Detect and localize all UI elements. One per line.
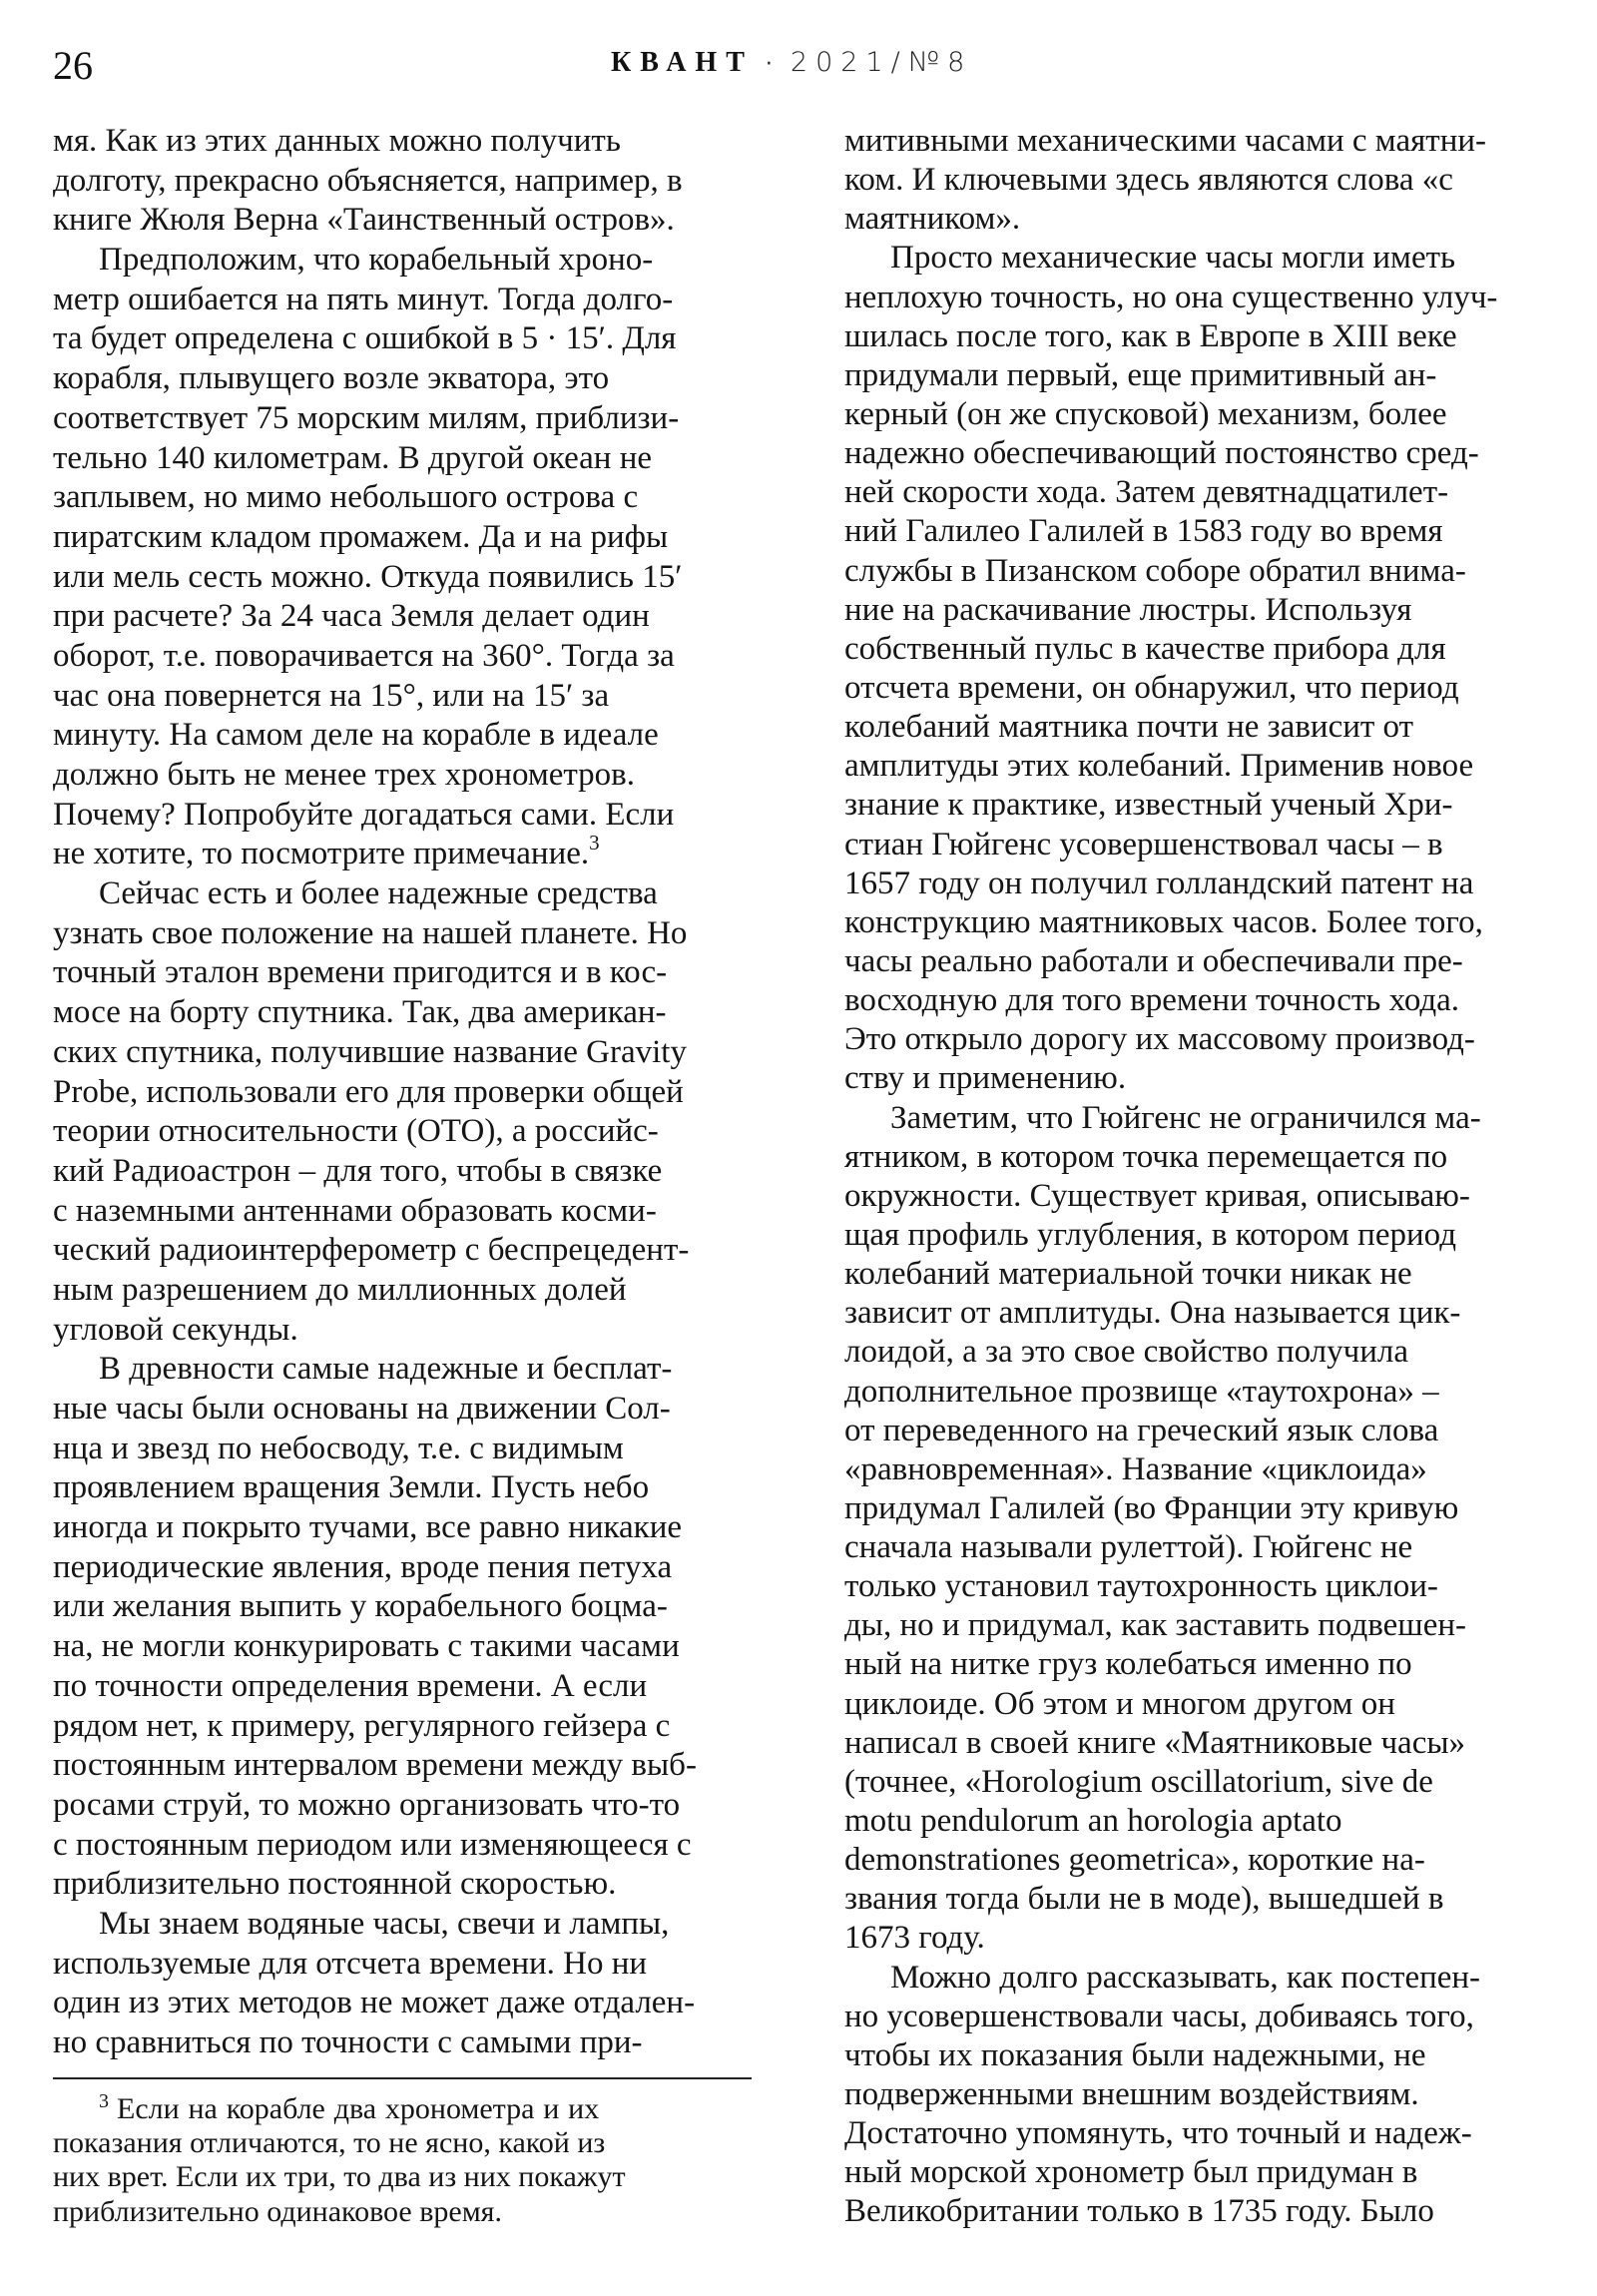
line-text: надежно обеспечивающий постоянство сред- (844, 435, 1479, 472)
text-line (53, 2160, 752, 2194)
line-text: Почему? Попробуйте догадаться сами. Если (53, 796, 675, 833)
text-line (53, 1152, 752, 1192)
line-text: Достаточно упомянуть, что точный и надеж- (844, 2115, 1472, 2152)
text-line (53, 756, 752, 796)
text-line (844, 630, 1542, 669)
text-line (844, 317, 1542, 356)
line-text: конструкцию маятниковых часов. Более того, (844, 903, 1483, 940)
line-text: показания отличаются, то не ясно, какой из (53, 2126, 606, 2160)
line-text: Probe, использовали его для проверки общей (53, 1073, 684, 1110)
text-line (53, 1627, 752, 1667)
line-text: ческий радиоинтерферометр с беспрецедент- (53, 1232, 690, 1269)
text-line (53, 953, 752, 993)
text-line (53, 518, 752, 558)
text-line (844, 1645, 1542, 1684)
line-text: Великобритании только в 1735 году. Было (844, 2193, 1434, 2230)
line-text: знание к практике, известный ученый Хри- (844, 787, 1453, 824)
text-line (844, 1528, 1542, 1567)
text-line (844, 1059, 1542, 1098)
line-text: придумали первый, еще примитивный ан- (844, 356, 1437, 393)
line-text: на, не могли конкурировать с такими часами (53, 1628, 680, 1665)
text-line (53, 2195, 752, 2229)
line-text: (точнее, «Horologium oscillatorium, sive de (844, 1763, 1433, 1800)
text-line (53, 1033, 752, 1073)
line-text: кий Радиоастрон – для того, чтобы в связке (53, 1152, 663, 1189)
line-text: должно быть не менее трех хронометров. (53, 757, 636, 793)
text-line (844, 1763, 1542, 1802)
text-line (844, 1450, 1542, 1489)
text-line (53, 1112, 752, 1152)
line-text: маятником». (844, 201, 1021, 238)
text-line (53, 359, 752, 399)
text-line (844, 1373, 1542, 1412)
line-text: теории относительности (ОТО), а российс- (53, 1113, 659, 1150)
line-text: метр ошибается на пять минут. Тогда долго- (53, 281, 674, 317)
text-line (53, 716, 752, 756)
text-line (844, 1880, 1542, 1919)
text-line (844, 1919, 1542, 1958)
text-line (53, 1192, 752, 1232)
line-text: колебаний материальной точки никак не (844, 1256, 1412, 1293)
line-text: Мы знаем водяные часы, свечи и лампы, (99, 1905, 670, 1942)
text-line (53, 677, 752, 717)
line-text: ный на нитке груз колебаться именно по (844, 1646, 1412, 1683)
text-line (844, 356, 1542, 395)
text-line (844, 1177, 1542, 1216)
text-line (844, 2192, 1542, 2231)
text-line (844, 1255, 1542, 1294)
line-text: соответствует 75 морским милям, приблизи- (53, 399, 680, 436)
line-text: службы в Пизанском соборе обратил внима- (844, 552, 1466, 589)
line-text: или желания выпить у корабельного боцма- (53, 1588, 668, 1625)
text-line (844, 1138, 1542, 1177)
line-text: от переведенного на греческий язык слова (844, 1412, 1439, 1448)
line-text: только установил таутохронность циклои- (844, 1568, 1438, 1605)
text-line (844, 1020, 1542, 1059)
line-text: пиратским кладом промажем. Да и на рифы (53, 518, 669, 555)
text-line (53, 597, 752, 637)
line-text: чтобы их показания были надежными, не (844, 2036, 1426, 2073)
text-line (53, 1667, 752, 1707)
text-line (844, 473, 1542, 512)
text-line (844, 1489, 1542, 1528)
line-text: Сейчас есть и более надежные средства (99, 875, 658, 912)
text-line (844, 708, 1542, 747)
line-text: мя. Как из этих данных можно получить (53, 123, 621, 159)
line-text: дополнительное прозвище «таутохрона» – (844, 1373, 1439, 1410)
line-text: проявлением вращения Земли. Пусть небо (53, 1469, 650, 1506)
text-line (844, 786, 1542, 825)
line-text: рядом нет, к примеру, регулярного гейзера с (53, 1707, 671, 1744)
running-head (611, 47, 972, 79)
text-line (844, 1685, 1542, 1724)
footnote-reference[interactable]: 3 (589, 835, 600, 856)
line-text: приблизительно одинаковое время. (53, 2194, 502, 2228)
text-line (53, 1945, 752, 1985)
text-line (844, 512, 1542, 551)
text-line (53, 1468, 752, 1508)
text-line (53, 1073, 752, 1113)
text-line (844, 2075, 1542, 2114)
line-text: амплитуды этих колебаний. Применив новое (844, 748, 1474, 785)
line-text: ды, но и придумал, как заставить подвешен- (844, 1607, 1466, 1644)
line-text: точный эталон времени пригодится и в кос- (53, 954, 668, 991)
text-line (53, 2126, 752, 2160)
text-line (844, 1959, 1542, 1998)
line-text: Просто механические часы могли иметь (890, 240, 1456, 277)
text-line (844, 747, 1542, 786)
line-text: с наземными антеннами образовать косми- (53, 1192, 657, 1229)
text-line (844, 981, 1542, 1020)
text-line (53, 281, 752, 320)
line-text: ный морской хронометр был придуман в (844, 2154, 1418, 2191)
text-line (53, 993, 752, 1033)
line-text: Это открыло дорогу их массовому производ- (844, 1021, 1475, 1058)
text-line (53, 796, 752, 836)
text-line (53, 1826, 752, 1866)
line-text: motu pendulorum an horologia aptato (844, 1803, 1342, 1840)
line-text: придумал Галилей (во Франции эту кривую (844, 1489, 1459, 1526)
line-text: 1657 году он получил голландский патент на (844, 864, 1474, 901)
line-text: Можно долго рассказывать, как постепен- (890, 1959, 1481, 1996)
text-line (844, 1841, 1542, 1880)
line-text: ятником, в котором точка перемещается по (844, 1138, 1448, 1175)
line-text: используемые для отсчета времени. Но ни (53, 1945, 648, 1982)
text-line (53, 319, 752, 359)
line-text: мосе на борту спутника. Так, два американ- (53, 994, 667, 1031)
text-line (53, 914, 752, 954)
line-text: ные часы были основаны на движении Сол- (53, 1391, 671, 1427)
line-text: узнать свое положение на нашей планете. Но (53, 914, 688, 951)
text-line (844, 1333, 1542, 1372)
line-text: лоидой, а за это свое свойство получила (844, 1334, 1409, 1371)
text-line (53, 1707, 752, 1747)
text-line (53, 122, 752, 162)
issue-number: 2021/№8 (790, 47, 973, 78)
text-line (844, 1606, 1542, 1645)
text-line (844, 864, 1542, 903)
line-text: или мель сесть можно. Откуда появились 15′ (53, 558, 683, 595)
line-text: зависит от амплитуды. Она называется цик- (844, 1295, 1461, 1332)
text-line (53, 874, 752, 914)
line-text: шилась после того, как в Европе в XIII веке (844, 317, 1457, 354)
page-header (0, 0, 1597, 100)
line-text: них врет. Если их три, то два из них покажут (53, 2160, 626, 2194)
line-text: книге Жюля Верна «Таинственный остров». (53, 202, 675, 239)
line-text: восходную для того времени точность хода. (844, 982, 1460, 1019)
line-text: написал в своей книге «Маятниковые часы» (844, 1724, 1466, 1761)
line-text: циклоиде. Об этом и многом другом он (844, 1685, 1395, 1722)
line-text: постоянным интервалом времени между выб- (53, 1747, 697, 1784)
text-line (844, 434, 1542, 473)
text-line (53, 637, 752, 677)
text-line (53, 1587, 752, 1627)
line-text: ние на раскачивание люстры. Используя (844, 591, 1412, 628)
footnote-divider (53, 2077, 752, 2079)
line-text: митивными механическими часами с маятни- (844, 123, 1487, 159)
text-line (53, 1271, 752, 1311)
text-line (844, 903, 1542, 942)
text-line (53, 1548, 752, 1588)
line-text: «равновременная». Название «циклоида» (844, 1450, 1427, 1487)
line-text: В древности самые надежные и бесплат- (99, 1351, 673, 1388)
line-text: корабля, плывущего возле экватора, это (53, 360, 610, 397)
line-text: с постоянным периодом или изменяющееся с (53, 1826, 692, 1863)
text-line (844, 122, 1542, 161)
line-text: керный (он же спусковой) механизм, более (844, 395, 1447, 432)
line-text: колебаний маятника почти не зависит от (844, 709, 1414, 746)
line-text: долготу, прекрасно объясняется, например, в (53, 162, 683, 199)
line-text: приблизительно постоянной скоростью. (53, 1866, 617, 1903)
line-text: угловой секунды. (53, 1311, 298, 1348)
text-line (53, 1905, 752, 1945)
line-text: ком. И ключевыми здесь являются слова «с (844, 162, 1453, 199)
text-line (844, 2153, 1542, 2192)
line-text: щая профиль углубления, в котором период (844, 1216, 1456, 1253)
text-line (53, 1231, 752, 1271)
line-text: часы реально работали и обеспечивали пре- (844, 942, 1463, 979)
line-text: но усовершенствовали часы, добиваясь того, (844, 1998, 1474, 2034)
line-text: иногда и покрыто тучами, все равно никакие (53, 1509, 682, 1546)
line-text: собственный пульс в качестве прибора для (844, 630, 1446, 667)
text-line (844, 161, 1542, 200)
text-line (844, 1216, 1542, 1255)
line-text: ней скорости хода. Затем девятнадцатилет- (844, 474, 1449, 511)
header-separator: · (765, 52, 773, 77)
text-line (53, 439, 752, 479)
text-line (844, 1567, 1542, 1606)
text-line (53, 1350, 752, 1390)
line-text: ских спутника, получившие название Gravity (53, 1033, 687, 1070)
text-line (53, 1508, 752, 1548)
text-line (53, 478, 752, 518)
line-text: оборот, т.е. поворачивается на 360°. Тогда за (53, 637, 675, 674)
footnote (53, 2092, 752, 2229)
line-text: периодические явления, вроде пения петуха (53, 1548, 673, 1585)
text-line (844, 2036, 1542, 2075)
text-line (53, 1311, 752, 1351)
text-line (53, 1984, 752, 2023)
text-line (53, 201, 752, 241)
text-line (844, 1998, 1542, 2036)
line-text: час она повернется на 15°, или на 15′ за (53, 677, 610, 714)
line-text: росами струй, то можно организовать что-то (53, 1786, 681, 1823)
text-line (53, 1390, 752, 1430)
page-number: 26 (53, 43, 93, 88)
line-text: ний Галилео Галилей в 1583 году во время (844, 513, 1443, 550)
line-text: нца и звезд по небосводу, т.е. с видимым (53, 1430, 624, 1466)
text-line (844, 942, 1542, 981)
line-text: отсчета времени, он обнаружил, что период (844, 669, 1459, 706)
text-line (844, 1724, 1542, 1763)
text-line (844, 395, 1542, 434)
text-line (53, 2023, 752, 2063)
line-text: demonstrationes geometrica», короткие на- (844, 1842, 1425, 1879)
line-text: ным разрешением до миллионных долей (53, 1271, 627, 1308)
text-line (844, 1412, 1542, 1450)
line-text: тельно 140 километрам. В другой океан не (53, 439, 653, 476)
text-line (53, 1786, 752, 1826)
line-text: минуту. На самом деле на корабле в идеале (53, 717, 659, 754)
text-line (844, 2114, 1542, 2153)
line-text: по точности определения времени. А если (53, 1667, 648, 1704)
line-text: заплывем, но мимо небольшого острова с (53, 479, 639, 516)
line-text: Предположим, что корабельный хроно- (99, 242, 654, 279)
line-text: 1673 году. (844, 1920, 985, 1957)
text-line (53, 2092, 752, 2126)
left-text-column (53, 122, 752, 2063)
line-text: сначала называли рулеттой). Гюйгенс не (844, 1529, 1413, 1566)
line-text: та будет определена с ошибкой в 5 · 15′. Для (53, 320, 677, 357)
line-text: звания тогда были не в моде), вышедшей в (844, 1881, 1444, 1918)
text-line (844, 239, 1542, 278)
text-line (53, 1746, 752, 1786)
line-text: Если на корабле два хронометра и их (117, 2092, 600, 2125)
line-text: стиан Гюйгенс усовершенствовал часы – в (844, 826, 1443, 862)
text-line (844, 279, 1542, 317)
text-line (844, 669, 1542, 708)
line-text: но сравниться по точности с самыми при- (53, 2024, 643, 2060)
line-text: Заметим, что Гюйгенс не ограничился ма- (890, 1099, 1481, 1136)
text-line (844, 826, 1542, 864)
text-line (844, 1294, 1542, 1333)
text-line (844, 591, 1542, 630)
text-line (844, 1099, 1542, 1138)
text-line (53, 835, 752, 874)
text-line (53, 1865, 752, 1905)
line-text: подверженными внешним воздействиям. (844, 2076, 1419, 2113)
line-text: не хотите, то посмотрите примечание. (53, 836, 590, 872)
journal-title: КВАНТ (611, 47, 754, 78)
line-text: ству и применению. (844, 1060, 1127, 1097)
right-text-column (844, 122, 1542, 2232)
line-text: при расчете? За 24 часа Земля делает один (53, 598, 650, 635)
text-line (844, 200, 1542, 239)
line-text: один из этих методов не может даже отдален- (53, 1985, 696, 2021)
text-line (53, 1430, 752, 1469)
footnote-mark: 3 (99, 2092, 109, 2112)
text-line (53, 162, 752, 202)
text-line (53, 558, 752, 598)
line-text: окружности. Существует кривая, описываю- (844, 1177, 1470, 1214)
text-line (53, 399, 752, 439)
text-line (53, 241, 752, 281)
text-line (844, 1802, 1542, 1841)
line-text: неплохую точность, но она существенно улуч- (844, 279, 1498, 315)
text-line (844, 552, 1542, 591)
